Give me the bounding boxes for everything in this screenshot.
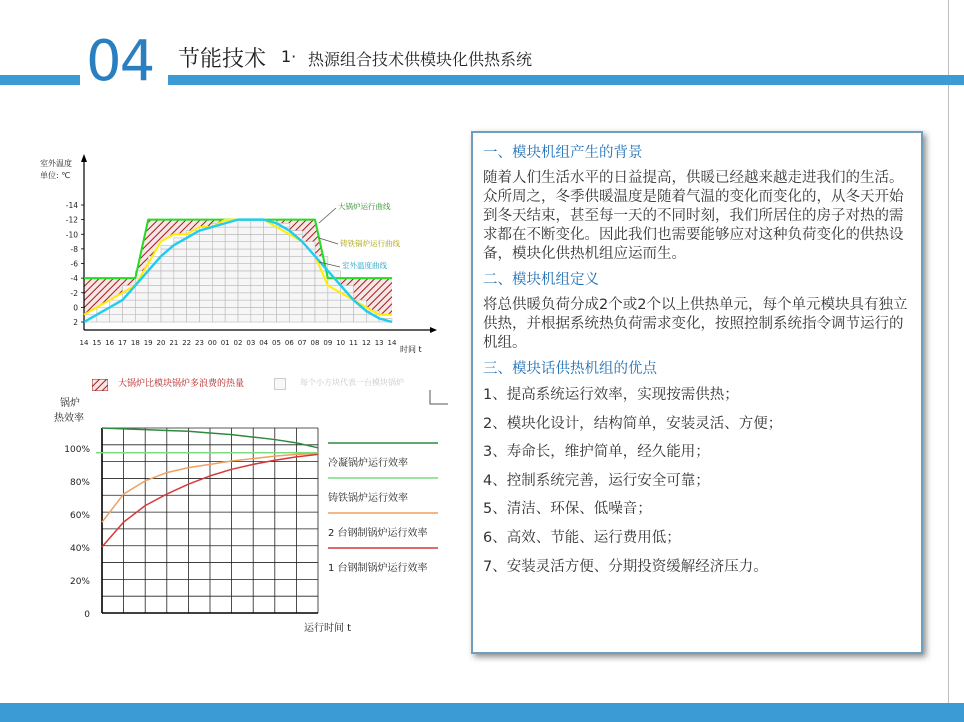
- module-boiler-cell: [148, 278, 161, 285]
- module-boiler-cell: [289, 256, 302, 263]
- module-boiler-cell: [200, 264, 213, 271]
- info-panel: [471, 131, 923, 654]
- section-number: 04: [86, 29, 154, 94]
- module-boiler-cell: [174, 300, 187, 307]
- chart1-x-tick-label: 12: [361, 339, 371, 347]
- module-boiler-cell: [277, 264, 290, 271]
- module-boiler-cell: [251, 256, 264, 263]
- module-boiler-cell: [135, 286, 148, 293]
- module-boiler-cell: [277, 307, 290, 314]
- module-boiler-cell: [212, 249, 225, 256]
- title-index: 1·: [281, 47, 297, 66]
- module-boiler-cell: [200, 286, 213, 293]
- chart1-x-tick-label: 06: [284, 339, 294, 347]
- chart1-x-tick-label: 05: [272, 339, 281, 347]
- chart1-x-tick-label: 19: [143, 339, 153, 347]
- module-boiler-cell: [328, 307, 341, 314]
- module-boiler-cell: [187, 271, 200, 278]
- module-boiler-cell: [161, 286, 174, 293]
- advantage-item: 1、提高系统运行效率，实现按需供热；: [483, 387, 739, 403]
- module-boiler-cell: [302, 256, 315, 263]
- module-boiler-cell: [161, 315, 174, 322]
- module-boiler-cell: [161, 300, 174, 307]
- module-boiler-cell: [187, 256, 200, 263]
- module-boiler-cell: [251, 300, 264, 307]
- module-boiler-cell: [174, 264, 187, 271]
- module-boiler-cell: [251, 249, 264, 256]
- module-boiler-cell: [264, 242, 277, 249]
- module-boiler-cell: [328, 293, 341, 300]
- module-boiler-cell: [264, 249, 277, 256]
- module-boiler-cell: [251, 315, 264, 322]
- module-boiler-cell: [238, 249, 251, 256]
- module-boiler-cell: [212, 227, 225, 234]
- page-title: 节能技术: [178, 47, 267, 72]
- module-boiler-cell: [174, 315, 187, 322]
- module-boiler-cell: [264, 300, 277, 307]
- module-boiler-cell: [289, 293, 302, 300]
- chart1-x-tick-label: 02: [233, 339, 243, 347]
- module-boiler-cell: [212, 315, 225, 322]
- chart1-y-tick-label: -10: [65, 230, 78, 240]
- module-boiler-cell: [174, 286, 187, 293]
- advantage-item: 2、模块化设计，结构简单，安装灵活、方便；: [483, 415, 783, 432]
- module-boiler-cell: [289, 264, 302, 271]
- module-boiler-cell: [238, 300, 251, 307]
- module-boiler-cell: [289, 307, 302, 314]
- module-boiler-cell: [200, 293, 213, 300]
- chart1-x-tick-label: 04: [259, 339, 269, 347]
- module-boiler-cell: [212, 234, 225, 241]
- chart1-y-tick-label: -14: [65, 201, 78, 210]
- chart1-series-label-castiron: 铸铁锅炉运行曲线: [340, 239, 400, 248]
- module-boiler-cell: [277, 315, 290, 322]
- module-boiler-cell: [212, 271, 225, 278]
- module-boiler-cell: [302, 271, 315, 278]
- chart2-legend-label: 铸铁锅炉运行效率: [328, 493, 408, 504]
- module-boiler-cell: [174, 307, 187, 314]
- chart2-y-tick-label: 100%: [64, 444, 90, 455]
- module-boiler-cell: [277, 286, 290, 293]
- advantage-item: 3、寿命长，维护简单，经久能用；: [483, 444, 710, 461]
- module-boiler-cell: [277, 242, 290, 249]
- module-boiler-cell: [187, 315, 200, 322]
- advantage-item: 5、清洁、环保、低噪音；: [483, 501, 652, 518]
- module-boiler-cell: [277, 249, 290, 256]
- module-boiler-cell: [289, 315, 302, 322]
- module-boiler-cell: [302, 286, 315, 293]
- module-boiler-cell: [174, 278, 187, 285]
- module-boiler-cell: [289, 271, 302, 278]
- module-boiler-cell: [277, 271, 290, 278]
- module-boiler-cell: [200, 300, 213, 307]
- module-boiler-cell: [225, 307, 238, 314]
- chart1-x-tick-label: 03: [246, 339, 256, 347]
- module-boiler-cell: [238, 271, 251, 278]
- module-boiler-cell: [302, 307, 315, 314]
- chart1-x-tick-label: 14: [79, 339, 89, 347]
- module-boiler-cell: [135, 300, 148, 307]
- module-boiler-cell: [238, 286, 251, 293]
- module-boiler-cell: [238, 264, 251, 271]
- chart2-y-tick-label: 0: [84, 610, 90, 620]
- chart1-x-tick-label: 18: [130, 339, 140, 347]
- module-boiler-cell: [251, 220, 264, 227]
- module-boiler-cell: [264, 286, 277, 293]
- temperature-chart: [36, 150, 446, 365]
- module-boiler-cell: [187, 300, 200, 307]
- module-boiler-cell: [225, 264, 238, 271]
- module-boiler-cell: [289, 278, 302, 285]
- module-boiler-cell: [225, 300, 238, 307]
- advantage-item: 4、控制系统完善，运行安全可靠；: [483, 472, 710, 489]
- chart1-y-tick-label: 0: [73, 303, 78, 313]
- slide-right-border: [948, 0, 949, 722]
- module-boiler-cell: [341, 307, 354, 314]
- module-boiler-cell: [123, 300, 136, 307]
- module-boiler-cell: [187, 249, 200, 256]
- module-boiler-cell: [225, 249, 238, 256]
- module-boiler-cell: [238, 278, 251, 285]
- header-accent-bar-left: [0, 75, 80, 85]
- module-boiler-cell: [110, 307, 123, 314]
- module-boiler-cell: [328, 315, 341, 322]
- legend-hatch-swatch: [92, 376, 108, 388]
- module-boiler-cell: [302, 293, 315, 300]
- chart1-y-axis-arrow: [81, 154, 87, 162]
- module-boiler-cell: [315, 293, 328, 300]
- chart1-x-tick-label: 09: [323, 339, 333, 347]
- module-boiler-cell: [264, 234, 277, 241]
- module-boiler-cell: [277, 300, 290, 307]
- module-boiler-cell: [212, 278, 225, 285]
- module-boiler-cell: [97, 315, 110, 322]
- section-heading-definition: 二、模块机组定义: [483, 272, 599, 288]
- module-boiler-cell: [148, 307, 161, 314]
- module-boiler-cell: [225, 286, 238, 293]
- chart1-y-tick-label: -4: [70, 274, 78, 284]
- module-boiler-cell: [200, 271, 213, 278]
- module-boiler-cell: [289, 249, 302, 256]
- module-boiler-cell: [289, 242, 302, 249]
- module-boiler-cell: [277, 278, 290, 285]
- module-boiler-cell: [200, 307, 213, 314]
- module-boiler-cell: [123, 307, 136, 314]
- module-boiler-cell: [264, 278, 277, 285]
- module-boiler-cell: [200, 278, 213, 285]
- page-subtitle: 热源组合技术供模块化供热系统: [308, 50, 533, 69]
- module-boiler-cell: [187, 293, 200, 300]
- module-boiler-cell: [264, 264, 277, 271]
- module-boiler-cell: [212, 293, 225, 300]
- chart1-x-axis-arrow: [430, 327, 437, 333]
- module-boiler-cell: [238, 227, 251, 234]
- chart2-legend-label: 冷凝锅炉运行效率: [328, 458, 408, 469]
- module-boiler-cell: [212, 242, 225, 249]
- module-boiler-cell: [238, 220, 251, 227]
- module-boiler-cell: [302, 264, 315, 271]
- chart2-y-tick-label: 60%: [69, 510, 90, 521]
- module-boiler-cell: [161, 264, 174, 271]
- module-boiler-cell: [225, 278, 238, 285]
- chart2-xlabel: 运行时间 t: [304, 623, 352, 634]
- module-boiler-cell: [212, 300, 225, 307]
- module-boiler-cell: [277, 293, 290, 300]
- section-heading-background: 一、模块机组产生的背景: [483, 145, 643, 161]
- module-boiler-cell: [289, 300, 302, 307]
- module-boiler-cell: [161, 293, 174, 300]
- module-boiler-cell: [251, 286, 264, 293]
- module-boiler-cell: [200, 234, 213, 241]
- chart1-y-tick-label: -12: [65, 215, 78, 225]
- module-boiler-cell: [200, 315, 213, 322]
- module-boiler-cell: [238, 307, 251, 314]
- module-boiler-cell: [123, 315, 136, 322]
- module-boiler-cell: [161, 307, 174, 314]
- module-boiler-cell: [289, 286, 302, 293]
- module-boiler-cell: [251, 293, 264, 300]
- module-boiler-cell: [251, 271, 264, 278]
- module-boiler-cell: [135, 293, 148, 300]
- efficiency-chart: [36, 388, 466, 638]
- module-boiler-cell: [200, 242, 213, 249]
- advantage-item: 6、高效、节能、运行费用低；: [483, 529, 681, 546]
- legend-square-label: 每个小方块代表一台模块锅炉: [300, 378, 404, 387]
- chart1-x-tick-label: 17: [118, 339, 127, 347]
- module-boiler-cell: [225, 271, 238, 278]
- chart2-legend-label: 1 台钢制锅炉运行效率: [328, 563, 428, 574]
- chart1-x-tick-label: 07: [297, 339, 307, 347]
- module-boiler-cell: [135, 307, 148, 314]
- chart1-yunit: 单位: ℃: [40, 171, 71, 180]
- chart2-legend-label: 2 台钢制锅炉运行效率: [328, 528, 428, 539]
- chart1-x-tick-label: 11: [349, 339, 358, 347]
- chart1-x-tick-label: 13: [374, 339, 384, 347]
- footer-accent-bar: [0, 703, 964, 722]
- module-boiler-cell: [148, 293, 161, 300]
- chart1-x-tick-label: 23: [195, 339, 204, 347]
- chart1-y-tick-label: -6: [70, 259, 78, 269]
- module-boiler-cell: [302, 300, 315, 307]
- chart1-x-tick-label: 21: [169, 339, 179, 347]
- module-boiler-cell: [161, 256, 174, 263]
- module-boiler-cell: [251, 234, 264, 241]
- chart2-y-tick-label: 40%: [69, 543, 90, 554]
- module-boiler-cell: [264, 227, 277, 234]
- module-boiler-cell: [200, 256, 213, 263]
- module-boiler-cell: [110, 315, 123, 322]
- module-boiler-cell: [225, 315, 238, 322]
- module-boiler-cell: [174, 293, 187, 300]
- section-text-background: 随着人们生活水平的日益提高，供暖已经越来越走进我们的生活。众所周之，冬季供暖温度是随着气温的变化而变化的，从冬天开始到冬天结束，甚至每一天的不同时刻，我们所居住的房子对热的需求都在不断变化。因此我们也需要能够应对这种负荷变化的供热设备，模块化供热机组应运而生。: [483, 170, 904, 262]
- chart2-y-tick-label: 20%: [69, 576, 90, 587]
- chart2-ylabel-line1: 锅炉: [60, 398, 80, 409]
- advantage-item: 7、安装灵活方便、分期投资缓解经济压力。: [483, 558, 768, 575]
- chart1-x-tick-label: 10: [336, 339, 346, 347]
- module-boiler-cell: [148, 300, 161, 307]
- module-boiler-cell: [238, 293, 251, 300]
- module-boiler-cell: [187, 307, 200, 314]
- chart1-x-tick-label: 15: [92, 339, 102, 347]
- module-boiler-cell: [264, 256, 277, 263]
- module-boiler-cell: [251, 242, 264, 249]
- module-boiler-cell: [212, 264, 225, 271]
- module-boiler-cell: [225, 227, 238, 234]
- chart1-y-tick-label: 2: [73, 318, 78, 327]
- module-boiler-cell: [225, 293, 238, 300]
- chart1-series-label-outdoor: 室外温度曲线: [342, 261, 387, 270]
- module-boiler-cell: [238, 315, 251, 322]
- module-boiler-cell: [187, 242, 200, 249]
- module-boiler-cell: [302, 315, 315, 322]
- legend-hatch-label: 大锅炉比模块锅炉多浪费的热量: [118, 379, 245, 389]
- module-boiler-cell: [315, 300, 328, 307]
- chart1-x-tick-label: 01: [220, 339, 230, 347]
- module-boiler-cell: [212, 286, 225, 293]
- module-boiler-cell: [225, 242, 238, 249]
- chart1-x-tick-label: 08: [310, 339, 320, 347]
- chart1-y-tick-label: -8: [70, 244, 78, 254]
- module-boiler-cell: [328, 300, 341, 307]
- module-boiler-cell: [135, 315, 148, 322]
- module-boiler-cell: [200, 249, 213, 256]
- module-boiler-cell: [238, 256, 251, 263]
- module-boiler-cell: [251, 307, 264, 314]
- module-boiler-cell: [341, 315, 354, 322]
- module-boiler-cell: [277, 234, 290, 241]
- module-boiler-cell: [315, 307, 328, 314]
- chart2-ylabel-line2: 热效率: [54, 413, 84, 424]
- module-boiler-cell: [148, 315, 161, 322]
- module-boiler-cell: [148, 271, 161, 278]
- module-boiler-cell: [341, 300, 354, 307]
- module-boiler-cell: [264, 307, 277, 314]
- module-boiler-cell: [212, 307, 225, 314]
- module-boiler-cell: [251, 278, 264, 285]
- module-boiler-cell: [264, 293, 277, 300]
- module-boiler-cell: [238, 242, 251, 249]
- module-boiler-cell: [161, 271, 174, 278]
- module-boiler-cell: [302, 278, 315, 285]
- section-text-definition: 将总供暖负荷分成2个或2个以上供热单元，每个单元模块具有独立供热，并根据系统热负荷需求变化，按照控制系统指令调节运行的机组。: [483, 297, 908, 351]
- module-boiler-cell: [251, 264, 264, 271]
- module-boiler-cell: [148, 286, 161, 293]
- chart1-series-label-big: 大锅炉运行曲线: [338, 202, 391, 211]
- module-boiler-cell: [238, 234, 251, 241]
- module-boiler-cell: [174, 249, 187, 256]
- module-boiler-cell: [225, 234, 238, 241]
- module-boiler-cell: [315, 315, 328, 322]
- header-accent-bar-right: [168, 75, 964, 85]
- chart1-x-tick-label: 16: [105, 339, 115, 347]
- chart1-xlabel: 时间 t: [400, 345, 422, 354]
- chart1-y-tick-label: -2: [70, 288, 78, 298]
- module-boiler-cell: [161, 278, 174, 285]
- section-heading-advantages: 三、模块话供热机组的优点: [483, 361, 657, 377]
- chart1-x-tick-label: 14: [387, 339, 397, 347]
- chart1-ylabel: 室外温度: [40, 159, 72, 168]
- module-boiler-cell: [277, 256, 290, 263]
- module-boiler-cell: [174, 256, 187, 263]
- chart1-x-tick-label: 20: [156, 339, 166, 347]
- module-boiler-cell: [212, 256, 225, 263]
- module-boiler-cell: [225, 256, 238, 263]
- chart1-x-tick-label: 00: [207, 339, 217, 347]
- module-boiler-cell: [315, 286, 328, 293]
- module-boiler-cell: [187, 286, 200, 293]
- chart1-x-tick-label: 22: [182, 339, 192, 347]
- module-boiler-cell: [187, 264, 200, 271]
- module-boiler-cell: [354, 315, 367, 322]
- module-boiler-cell: [187, 278, 200, 285]
- module-boiler-cell: [251, 227, 264, 234]
- module-boiler-cell: [174, 271, 187, 278]
- module-boiler-cell: [264, 271, 277, 278]
- chart2-y-tick-label: 80%: [69, 477, 90, 488]
- module-boiler-cell: [264, 315, 277, 322]
